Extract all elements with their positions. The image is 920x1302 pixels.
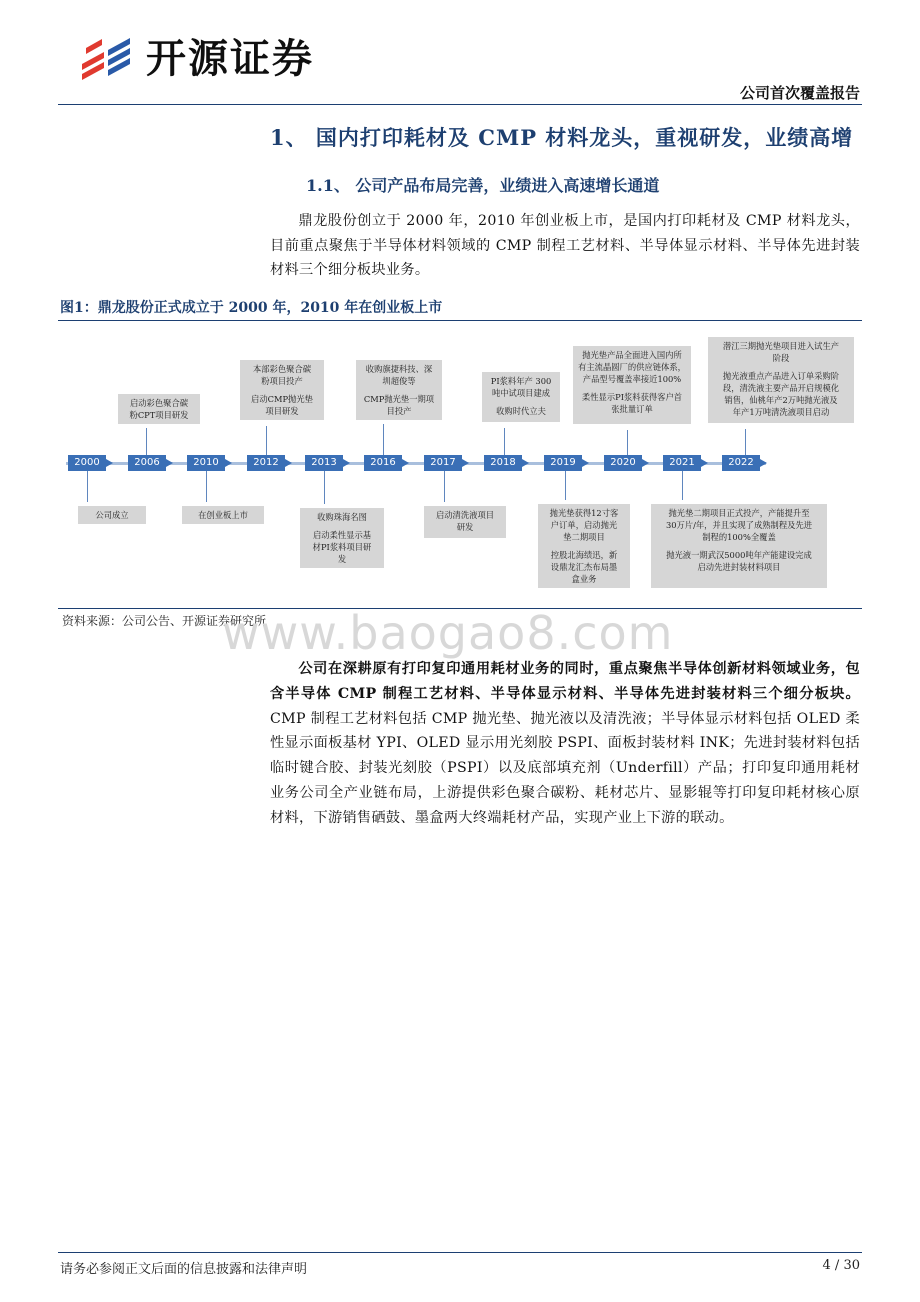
timeline-event-2017 (424, 506, 506, 538)
timeline-year-2020: 2020 (604, 455, 642, 471)
report-type-label: 公司首次覆盖报告 (739, 84, 860, 102)
event-line: 制程的100%全覆盖 (702, 532, 776, 542)
timeline-year-2012: 2012 (247, 455, 285, 471)
event-line: 启动清洗液项目 (435, 510, 495, 520)
event-line: 垫二期项目 (563, 532, 605, 542)
event-line: 抛光垫获得12寸客 (549, 508, 619, 518)
event-line: 材PI浆料项目研 (312, 542, 372, 552)
timeline-event-2018 (482, 372, 560, 422)
timeline-event-2019 (538, 504, 630, 588)
timeline-connector (324, 471, 325, 504)
page-number: 4 / 30 (822, 1258, 860, 1273)
timeline-connector (444, 471, 445, 502)
business-paragraph (270, 657, 860, 831)
timeline-event-2013 (300, 508, 384, 568)
event-line: 在创业板上市 (198, 510, 248, 520)
event-line: 张批量订单 (611, 404, 653, 414)
timeline-year-2019: 2019 (544, 455, 582, 471)
timeline-event-2020 (573, 346, 691, 424)
event-line: 收购旗捷科技、深 (365, 364, 433, 374)
event-line: 段，清洗液主要产品开启规模化 (722, 383, 840, 393)
event-line: 启动CMP抛光垫 (251, 394, 313, 404)
timeline-connector (682, 471, 683, 500)
event-line: 产品型号覆盖率接近100% (582, 374, 682, 384)
event-line: 设鼎龙汇杰布局墨 (550, 562, 618, 572)
timeline-connector (266, 426, 267, 455)
timeline-event-2012 (240, 360, 324, 420)
timeline-year-2021: 2021 (663, 455, 701, 471)
event-line: CMP抛光垫一期项 (363, 394, 435, 404)
event-line: 户订单，启动抛光 (550, 520, 618, 530)
company-logo-text: 开源证券 (146, 36, 314, 82)
event-line: 研发 (456, 522, 474, 532)
timeline-connector (504, 428, 505, 455)
event-line: 项目研发 (265, 406, 299, 416)
intro-paragraph: 鼎龙股份创立于 2000 年，2010 年创业板上市，是国内打印耗材及 CMP 材料龙头，目前重点聚焦于半导体材料领域的 CMP 制程工艺材料、半导体显示材料、半导体先进封装材料三个细分板块业务。 (270, 213, 860, 278)
event-line: 有主流晶圆厂的供应链体系， (578, 362, 686, 372)
event-line: 启动先进封装材料项目 (697, 562, 781, 572)
footer-disclaimer: 请务必参阅正文后面的信息披露和法律声明 (60, 1262, 308, 1277)
watermark-text: www.baogao8.com (222, 606, 674, 660)
timeline-connector (627, 430, 628, 455)
timeline-event-2010 (182, 506, 264, 524)
event-line: 盒业务 (571, 574, 597, 584)
event-line: 发 (337, 554, 347, 564)
business-paragraph-rest: CMP 制程工艺材料包括 CMP 抛光垫、抛光液以及清洗液；半导体显示材料包括 OLED 柔性显示面板基材 YPI、OLED 显示用光刻胶 PSPI、面板封装材料 INK；先进封装材料包括临时键合胶、封装光刻胶（PSPI）以及底部填充剂（Underfill）产品；打印复印通用耗材业务公司全产业链布局，上游提供彩色聚合碳粉、耗材芯片、显影辊等打印复印耗材核心原材料，下游销售硒鼓、墨盒两大终端耗材产品，实现产业上下游的联动。 (270, 710, 860, 826)
timeline-year-2022: 2022 (722, 455, 760, 471)
timeline-connector (87, 471, 88, 502)
timeline-event-2000 (78, 506, 146, 524)
event-line: 吨中试项目建成 (491, 388, 551, 398)
event-line: 抛光垫二期项目正式投产，产能提升至 (668, 508, 810, 518)
timeline-connector (565, 471, 566, 500)
event-line: 销售，仙桃年产2万吨抛光液及 (724, 395, 838, 405)
timeline-year-2016: 2016 (364, 455, 402, 471)
figure-source: 资料来源：公司公告、开源证券研究所 (62, 614, 267, 628)
timeline-connector (745, 429, 746, 455)
timeline-year-2013: 2013 (305, 455, 343, 471)
timeline-year-2010: 2010 (187, 455, 225, 471)
event-line: 潜江三期抛光垫项目进入试生产 (722, 341, 840, 351)
event-line: 年产1万吨清洗液项目启动 (732, 407, 830, 417)
event-line: 公司成立 (95, 510, 129, 520)
timeline-year-2006: 2006 (128, 455, 166, 471)
event-line: 抛光垫产品全面进入国内所 (582, 350, 682, 360)
business-paragraph-bold: 公司在深耕原有打印复印通用耗材业务的同时，重点聚焦半导体创新材料领域业务，包含半导体 CMP 制程工艺材料、半导体显示材料、半导体先进封装材料三个细分板块。 (270, 661, 860, 702)
event-line: 粉项目投产 (261, 376, 303, 386)
event-line: 抛光液一期武汉5000吨年产能建设完成 (666, 550, 812, 560)
event-line: 圳超俊等 (382, 376, 416, 386)
event-line: 目投产 (386, 406, 412, 416)
timeline-event-2021 (651, 504, 827, 588)
event-line: 柔性显示PI浆料获得客户首 (581, 392, 683, 402)
event-line: 30万片/年，并且实现了成熟制程及先进 (665, 520, 813, 530)
event-line: 本部彩色聚合碳 (252, 364, 312, 374)
subsection-heading: 1.1、 公司产品布局完善，业绩进入高速增长通道 (306, 176, 660, 195)
company-timeline (0, 0, 920, 620)
event-line: 启动彩色聚合碳 (129, 398, 189, 408)
event-line: 启动柔性显示基 (312, 530, 372, 540)
timeline-event-2022 (708, 337, 854, 423)
event-line: 抛光液重点产品进入订单采购阶 (722, 371, 840, 381)
event-line: 收购时代立夫 (496, 406, 546, 416)
timeline-year-2017: 2017 (424, 455, 462, 471)
timeline-year-2018: 2018 (484, 455, 522, 471)
event-line: 收购珠海名图 (317, 512, 367, 522)
event-line: 粉CPT项目研发 (129, 410, 189, 420)
timeline-event-2006 (118, 394, 200, 424)
timeline-event-2016 (356, 360, 442, 420)
timeline-connector (146, 428, 147, 455)
event-line: 控股北海绩迅，新 (550, 550, 618, 560)
event-line: 阶段 (772, 353, 790, 363)
event-line: PI浆料年产 300 (490, 376, 552, 386)
timeline-connector (383, 424, 384, 455)
footer-divider (58, 1252, 862, 1253)
timeline-connector (206, 471, 207, 502)
section-heading: 1、 国内打印耗材及 CMP 材料龙头，重视研发，业绩高增 (270, 125, 854, 150)
timeline-year-2000: 2000 (68, 455, 106, 471)
figure-title: 图1：鼎龙股份正式成立于 2000 年，2010 年在创业板上市 (60, 300, 443, 316)
